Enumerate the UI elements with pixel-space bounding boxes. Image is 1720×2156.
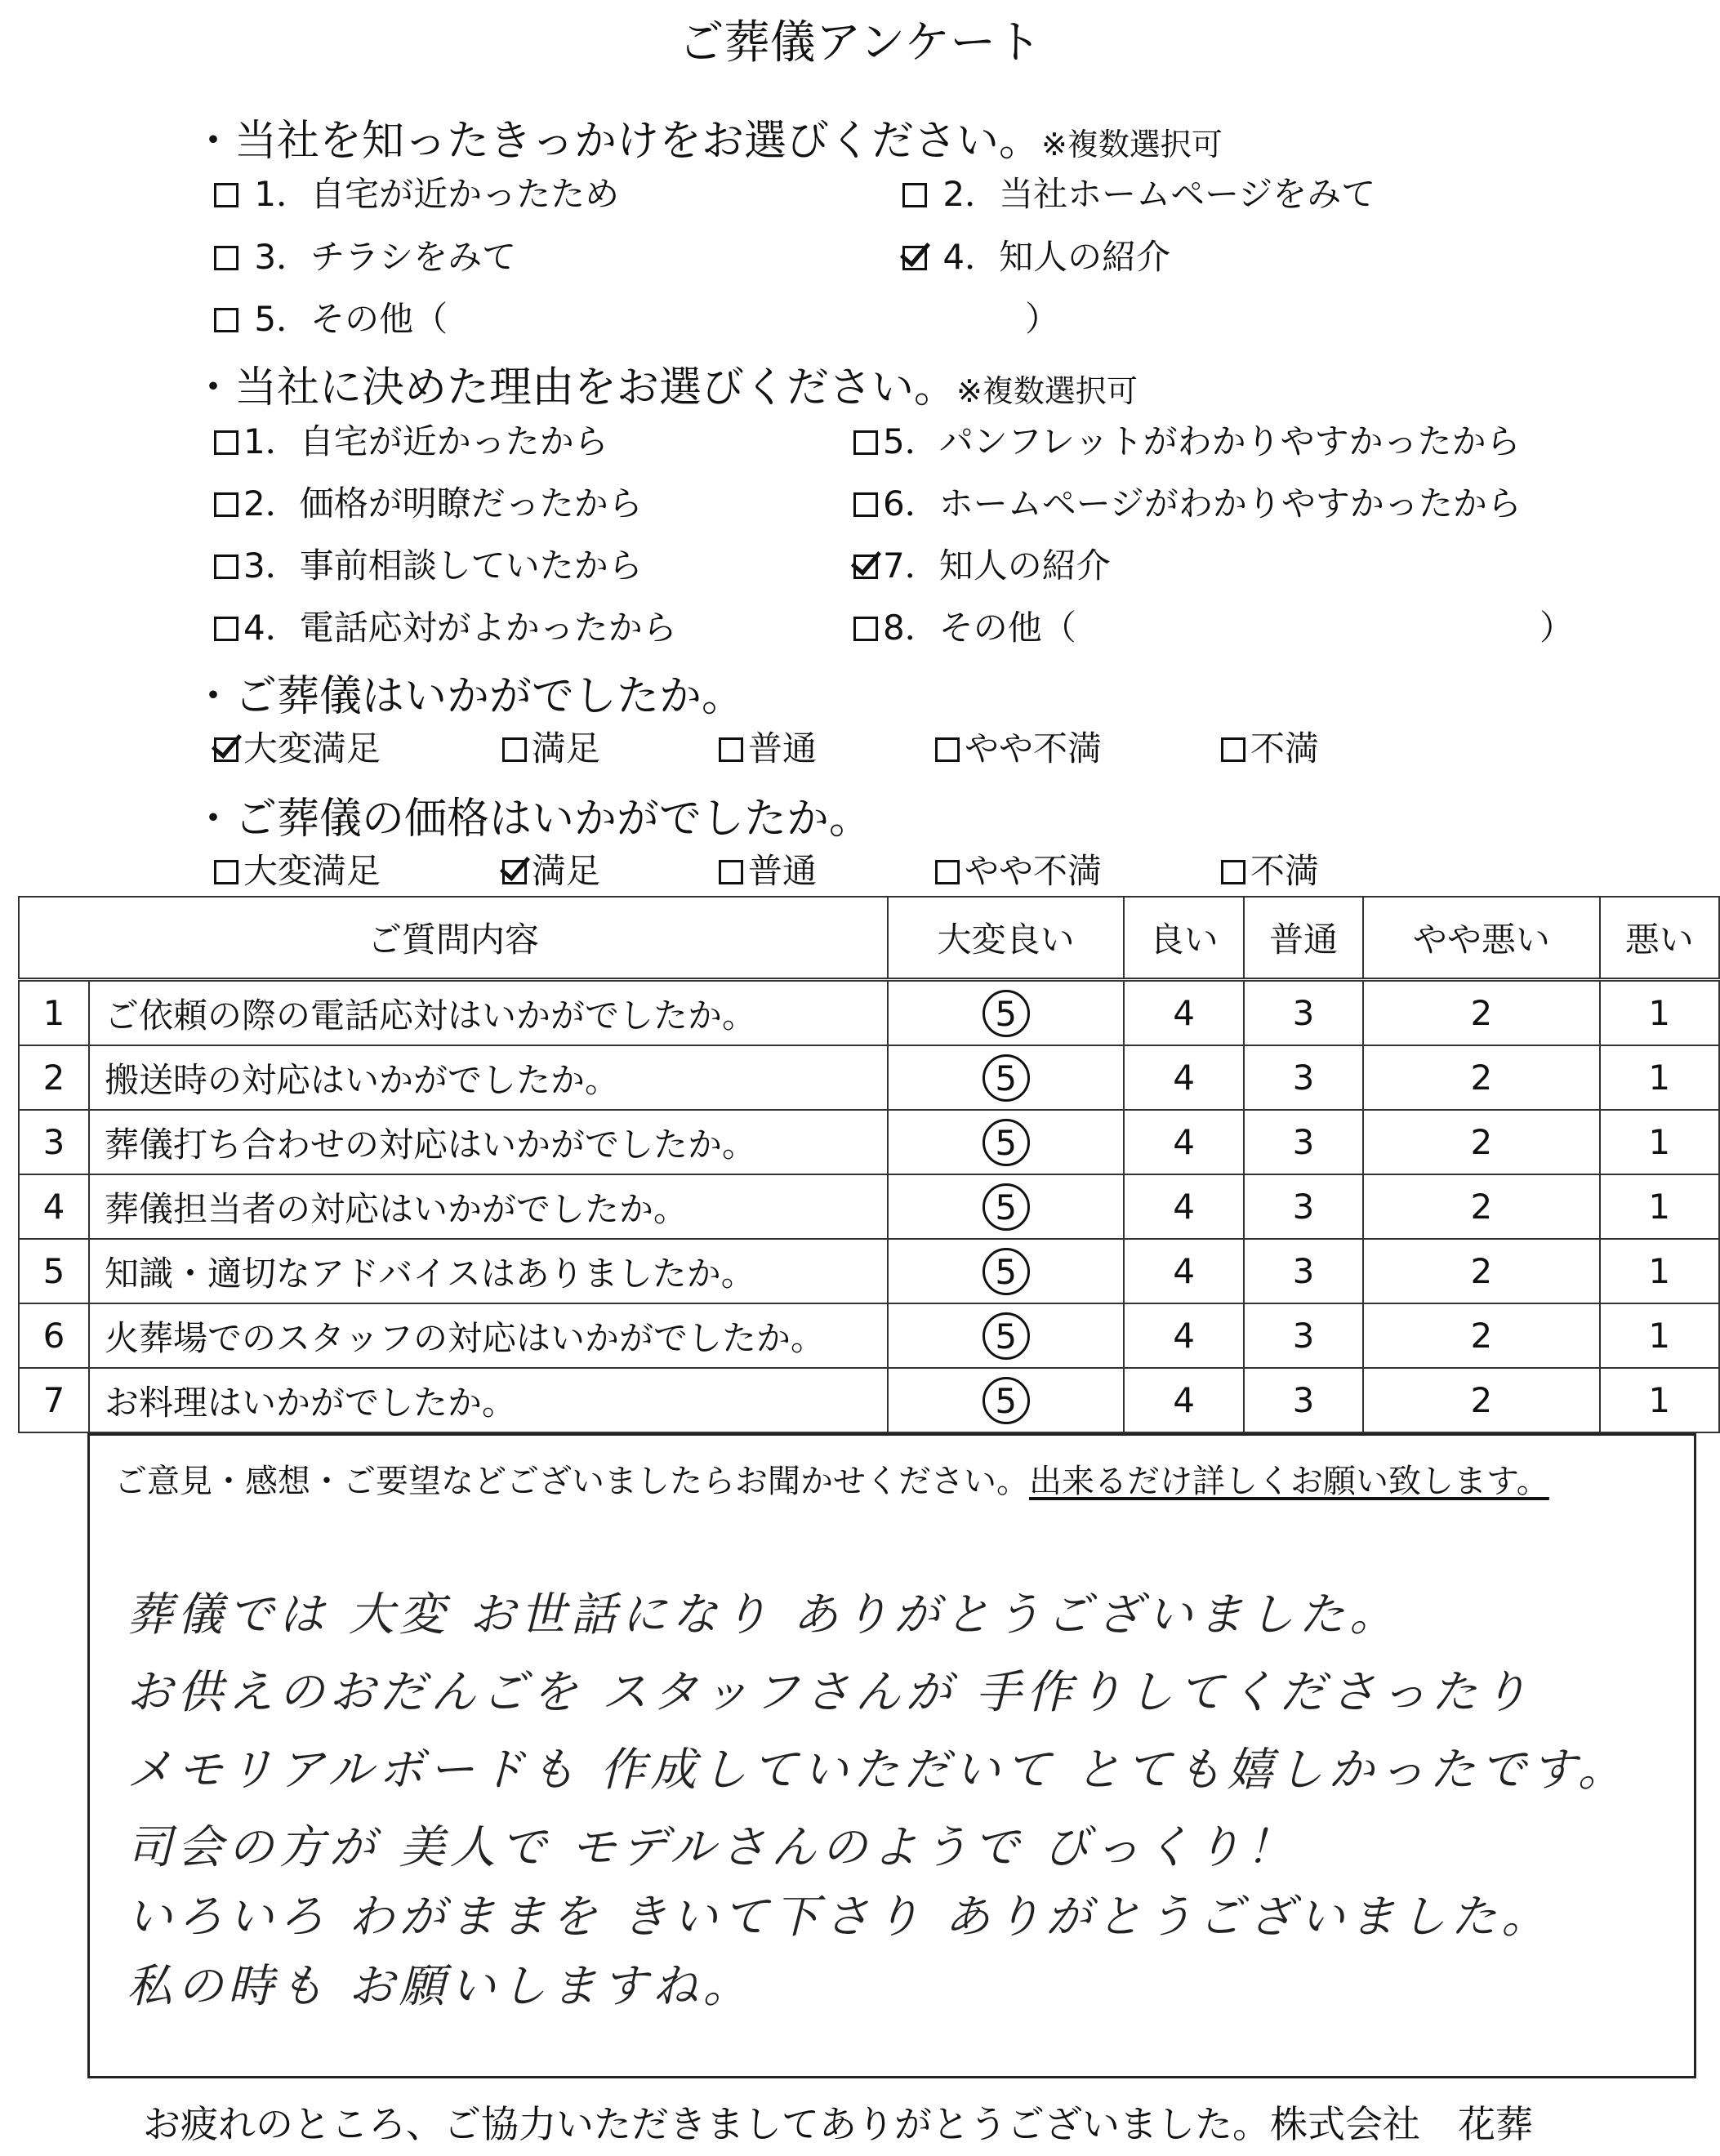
checkbox[interactable] xyxy=(502,737,527,762)
score-cell[interactable] xyxy=(1244,1239,1363,1303)
option-label: 普通 xyxy=(748,851,818,891)
score-cell[interactable] xyxy=(1600,1239,1719,1303)
table-row xyxy=(19,1045,1719,1110)
q4-option-5[interactable] xyxy=(1221,844,1319,893)
option-label: やや不満 xyxy=(965,851,1103,891)
comment-prompt-text: ご意見・感想・ご要望などございましたらお聞かせください。 xyxy=(114,1463,1029,1500)
score-value: 3 xyxy=(1292,1251,1315,1291)
q2-close-paren: ） xyxy=(1540,608,1575,648)
score-value: 1 xyxy=(1648,1380,1671,1420)
option-label: 1．自宅が近かったため xyxy=(254,174,620,214)
checkbox[interactable] xyxy=(214,617,238,641)
score-cell[interactable] xyxy=(1600,1045,1719,1110)
checkbox[interactable] xyxy=(214,183,238,207)
score-cell[interactable] xyxy=(1124,1174,1243,1239)
score-value: 4 xyxy=(1173,993,1195,1033)
checkbox[interactable] xyxy=(214,246,238,270)
score-value: 1 xyxy=(1648,1187,1671,1227)
score-cell[interactable] xyxy=(1363,1174,1599,1239)
option-label: 2．当社ホームページをみて xyxy=(942,174,1376,214)
checkbox[interactable] xyxy=(214,430,238,455)
comment-prompt-underlined: 出来るだけ詳しくお願い致します。 xyxy=(1029,1463,1549,1500)
checkbox[interactable] xyxy=(902,183,927,207)
option-label: 3．事前相談していたから xyxy=(243,546,643,586)
score-value: 2 xyxy=(1470,993,1493,1033)
header-good: 良い xyxy=(1124,897,1243,980)
score-cell[interactable] xyxy=(1244,1368,1363,1432)
option-label: 1．自宅が近かったから xyxy=(243,421,608,461)
checkbox[interactable] xyxy=(935,860,960,884)
handwritten-line: 司会の方が 美人で モデルさんのようで びっくり！ xyxy=(127,1821,1297,1874)
score-cell[interactable] xyxy=(1363,980,1599,1046)
q2-option-3[interactable] xyxy=(214,539,643,588)
score-value: 1 xyxy=(1648,993,1671,1033)
score-cell[interactable] xyxy=(1363,1239,1599,1303)
option-label: 満足 xyxy=(532,851,601,891)
score-cell[interactable] xyxy=(1124,1368,1243,1432)
score-circled: 5 xyxy=(983,1248,1030,1295)
handwritten-line: いろいろ わがままを きいて下さり ありがとうございました。 xyxy=(127,1891,1553,1944)
score-value: 3 xyxy=(1292,1187,1315,1227)
score-cell[interactable] xyxy=(888,1368,1124,1432)
q1-option-1[interactable] xyxy=(214,167,619,216)
q4-option-4[interactable] xyxy=(935,844,1102,893)
table-header-row xyxy=(19,897,1719,980)
score-value: 2 xyxy=(1470,1316,1493,1356)
q1-option-4[interactable] xyxy=(902,230,1170,279)
q2-heading: ・当社に決めた理由をお選びください。※複数選択可 xyxy=(192,363,1138,412)
rating-table xyxy=(18,896,1720,1433)
checkbox[interactable] xyxy=(1221,737,1245,762)
q2-option-8[interactable] xyxy=(853,601,1076,650)
q1-note: ※複数選択可 xyxy=(1041,127,1223,163)
option-label: 大変満足 xyxy=(243,728,381,768)
q2-option-5[interactable] xyxy=(853,415,1521,464)
score-circled: 5 xyxy=(983,1312,1030,1360)
score-value: 4 xyxy=(1173,1058,1195,1098)
table-row xyxy=(19,1110,1719,1174)
checkbox[interactable] xyxy=(214,492,238,517)
score-cell[interactable] xyxy=(1363,1110,1599,1174)
q2-option-6[interactable] xyxy=(853,477,1522,526)
footer-thanks: お疲れのところ、ご協力いただきましてありがとうございました。株式会社 花葬 xyxy=(143,2102,1533,2146)
score-cell[interactable] xyxy=(1124,1110,1243,1174)
score-cell[interactable] xyxy=(1124,1303,1243,1368)
score-value: 4 xyxy=(1173,1316,1195,1356)
handwritten-line: メモリアルボードも 作成していただいて とても嬉しかったです。 xyxy=(127,1744,1629,1797)
q1-option-5[interactable] xyxy=(214,292,448,341)
score-cell[interactable] xyxy=(888,1110,1124,1174)
option-label: 6．ホームページがわかりやすかったから xyxy=(883,483,1522,523)
score-value: 4 xyxy=(1173,1122,1195,1162)
option-label: 7．知人の紹介 xyxy=(883,546,1111,586)
score-value: 2 xyxy=(1470,1058,1493,1098)
option-label: やや不満 xyxy=(965,728,1103,768)
option-label: 3．チラシをみて xyxy=(254,237,517,277)
score-circled: 5 xyxy=(983,1183,1030,1231)
checkbox-checked[interactable] xyxy=(902,246,927,270)
score-cell[interactable] xyxy=(888,980,1124,1046)
score-cell[interactable] xyxy=(1363,1303,1599,1368)
table-row xyxy=(19,1368,1719,1432)
score-cell[interactable] xyxy=(1600,1174,1719,1239)
checkbox-checked[interactable] xyxy=(502,860,527,884)
q2-heading-text: 当社に決めた理由をお選びください。 xyxy=(234,363,957,412)
table-row xyxy=(19,1303,1719,1368)
table-row xyxy=(19,1239,1719,1303)
row-question: お料理はいかがでしたか。 xyxy=(89,1368,888,1432)
score-value: 4 xyxy=(1173,1380,1195,1420)
checkbox[interactable] xyxy=(1221,860,1245,884)
score-value: 3 xyxy=(1292,1316,1315,1356)
score-cell[interactable] xyxy=(1363,1368,1599,1432)
option-label: 2．価格が明瞭だったから xyxy=(243,483,643,523)
table-row xyxy=(19,980,1719,1046)
score-value: 2 xyxy=(1470,1187,1493,1227)
score-cell[interactable] xyxy=(888,1045,1124,1110)
q3-option-5[interactable] xyxy=(1221,722,1319,771)
score-value: 1 xyxy=(1648,1122,1671,1162)
comment-prompt xyxy=(114,1455,1549,1502)
q3-option-1[interactable] xyxy=(214,722,381,771)
score-value: 2 xyxy=(1470,1380,1493,1420)
q1-heading: ・当社を知ったきっかけをお選びください。※複数選択可 xyxy=(192,117,1223,166)
checkbox[interactable] xyxy=(853,430,878,455)
checkbox[interactable] xyxy=(214,860,238,884)
q4-option-1[interactable] xyxy=(214,844,381,893)
score-cell[interactable] xyxy=(1244,1303,1363,1368)
score-cell[interactable] xyxy=(1600,1110,1719,1174)
checkbox[interactable] xyxy=(853,492,878,517)
score-cell[interactable] xyxy=(1363,1045,1599,1110)
row-question: 葬儀担当者の対応はいかがでしたか。 xyxy=(89,1174,888,1239)
score-value: 3 xyxy=(1292,1380,1315,1420)
score-cell[interactable] xyxy=(1244,980,1363,1046)
header-average: 普通 xyxy=(1244,897,1363,980)
q3-option-4[interactable] xyxy=(935,722,1102,771)
row-question: 搬送時の対応はいかがでしたか。 xyxy=(89,1045,888,1110)
checkbox[interactable] xyxy=(214,308,238,332)
score-value: 2 xyxy=(1470,1122,1493,1162)
q2-option-2[interactable] xyxy=(214,477,643,526)
handwritten-line: お供えのおだんごを スタッフさんが 手作りしてくださったり xyxy=(127,1666,1533,1719)
option-label: 不満 xyxy=(1250,851,1320,891)
score-value: 4 xyxy=(1173,1251,1195,1291)
option-label: 5．その他（ xyxy=(254,299,448,339)
row-question: ご依頼の際の電話応対はいかがでしたか。 xyxy=(89,980,888,1046)
q1-option-3[interactable] xyxy=(214,230,516,279)
score-cell[interactable] xyxy=(1124,980,1243,1046)
checkbox[interactable] xyxy=(853,617,878,641)
row-number: 4 xyxy=(19,1174,89,1239)
row-question: 火葬場でのスタッフの対応はいかがでしたか。 xyxy=(89,1303,888,1368)
q4-heading-text: ご葬儀の価格はいかがでしたか。 xyxy=(234,795,872,844)
table-body xyxy=(19,980,1719,1433)
q3-option-2[interactable] xyxy=(502,722,600,771)
score-cell[interactable] xyxy=(1124,1045,1243,1110)
q4-option-2[interactable] xyxy=(502,844,600,893)
score-value: 1 xyxy=(1648,1316,1671,1356)
handwritten-line: 私の時も お願いしますね。 xyxy=(127,1960,754,2013)
header-very-good: 大変良い xyxy=(888,897,1124,980)
row-question: 葬儀打ち合わせの対応はいかがでしたか。 xyxy=(89,1110,888,1174)
comment-box xyxy=(87,1433,1696,2078)
score-cell[interactable] xyxy=(1124,1239,1243,1303)
score-cell[interactable] xyxy=(1244,1110,1363,1174)
row-number: 7 xyxy=(19,1368,89,1432)
score-cell[interactable] xyxy=(888,1239,1124,1303)
score-value: 3 xyxy=(1292,1122,1315,1162)
q1-heading-text: 当社を知ったきっかけをお選びください。 xyxy=(234,117,1042,166)
option-label: 大変満足 xyxy=(243,851,381,891)
score-cell[interactable] xyxy=(888,1174,1124,1239)
checkbox[interactable] xyxy=(214,555,238,579)
q3-heading: ・ご葬儀はいかがでしたか。 xyxy=(192,672,745,721)
option-label: 4．知人の紹介 xyxy=(942,237,1171,277)
option-label: 不満 xyxy=(1250,728,1320,768)
q2-option-7[interactable] xyxy=(853,539,1111,588)
score-cell[interactable] xyxy=(1600,1303,1719,1368)
score-value: 2 xyxy=(1470,1251,1493,1291)
score-cell[interactable] xyxy=(1244,1174,1363,1239)
checkbox[interactable] xyxy=(719,737,743,762)
score-cell[interactable] xyxy=(1600,980,1719,1046)
q2-option-4[interactable] xyxy=(214,601,677,650)
score-cell[interactable] xyxy=(1600,1368,1719,1432)
score-cell[interactable] xyxy=(1244,1045,1363,1110)
row-question: 知識・適切なアドバイスはありましたか。 xyxy=(89,1239,888,1303)
q4-heading: ・ご葬儀の価格はいかがでしたか。 xyxy=(192,795,872,844)
row-number: 2 xyxy=(19,1045,89,1110)
score-cell[interactable] xyxy=(888,1303,1124,1368)
page-title: ご葬儀アンケート xyxy=(678,16,1042,69)
q1-close-paren: ） xyxy=(1025,299,1060,339)
option-label: 普通 xyxy=(748,728,818,768)
q2-option-1[interactable] xyxy=(214,415,608,464)
header-question: ご質問内容 xyxy=(19,897,888,980)
q3-option-3[interactable] xyxy=(719,722,817,771)
checkbox-checked[interactable] xyxy=(853,555,878,579)
score-circled: 5 xyxy=(983,1054,1030,1102)
score-value: 1 xyxy=(1648,1058,1671,1098)
q3-heading-text: ご葬儀はいかがでしたか。 xyxy=(234,672,745,721)
score-value: 1 xyxy=(1648,1251,1671,1291)
score-value: 3 xyxy=(1292,1058,1315,1098)
row-number: 5 xyxy=(19,1239,89,1303)
score-value: 3 xyxy=(1292,993,1315,1033)
checkbox-checked[interactable] xyxy=(214,737,238,762)
header-bad: 悪い xyxy=(1600,897,1719,980)
row-number: 3 xyxy=(19,1110,89,1174)
option-label: 4．電話応対がよかったから xyxy=(243,608,677,648)
handwritten-line: 葬儀では 大変 お世話になり ありがとうございました。 xyxy=(127,1588,1401,1642)
score-value: 4 xyxy=(1173,1187,1195,1227)
checkbox[interactable] xyxy=(935,737,960,762)
table-row xyxy=(19,1174,1719,1239)
q2-note: ※複数選択可 xyxy=(956,373,1138,409)
score-circled: 5 xyxy=(983,1377,1030,1424)
checkbox[interactable] xyxy=(719,860,743,884)
option-label: 5．パンフレットがわかりやすかったから xyxy=(883,421,1521,461)
q1-option-2[interactable] xyxy=(902,167,1375,216)
option-label: 満足 xyxy=(532,728,601,768)
row-number: 1 xyxy=(19,980,89,1046)
option-label: 8．その他（ xyxy=(883,608,1076,648)
score-circled: 5 xyxy=(983,990,1030,1037)
row-number: 6 xyxy=(19,1303,89,1368)
score-circled: 5 xyxy=(983,1119,1030,1166)
q4-option-3[interactable] xyxy=(719,844,817,893)
header-somewhat-bad: やや悪い xyxy=(1363,897,1599,980)
